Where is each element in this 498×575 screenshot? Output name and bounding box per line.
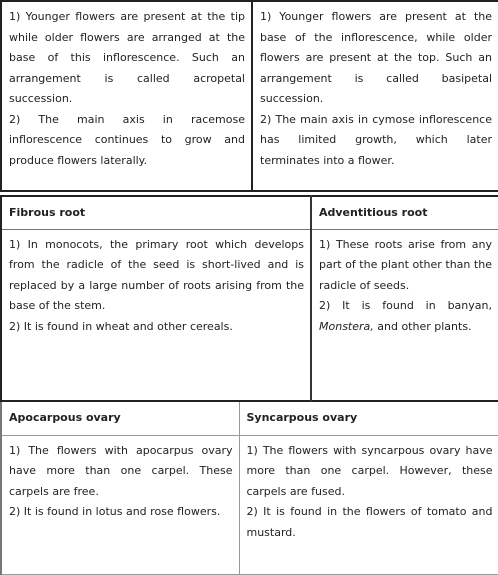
inflorescence-comparison-table (0, 0, 498, 192)
racemose-cell (1, 1, 252, 191)
cymose-cell (252, 1, 498, 191)
fibrous-root-header: Fibrous root (1, 196, 311, 229)
adventitious-point-1: 1) These roots arise from any part of the plant other than the radicle of seeds. (319, 237, 492, 292)
apocarpous-ovary-header: Apocarpous ovary (1, 402, 239, 435)
racemose-point-2: 2) The main axis in racemose inflorescence continues to grow and produce flowers laterally. (9, 112, 245, 167)
fibrous-root-cell (1, 229, 311, 401)
table-row (1, 229, 498, 401)
apocarpous-point-1: 1) The flowers with apocarpus ovary have more than one carpel. These carpels are free. (9, 443, 233, 498)
racemose-point-1: 1) Younger flowers are present at the tip while older flowers are arranged at the base of this inflorescence. Such an arrangement is called acropetal succession. (9, 10, 245, 105)
adventitious-point-2-end: and other plants. (373, 319, 472, 333)
table-header-row (1, 196, 498, 229)
adventitious-root-header: Adventitious root (311, 196, 498, 229)
cymose-point-2: 2) The main axis in cymose inflorescence has limited growth, which later terminates into a flower. (260, 112, 492, 167)
syncarpous-point-1: 1) The flowers with syncarpous ovary have more than one carpel. However, these carpels are fused. (246, 443, 493, 498)
root-comparison-table (0, 195, 498, 402)
syncarpous-ovary-header: Syncarpous ovary (239, 402, 498, 435)
fibrous-point-2: 2) It is found in wheat and other cereals. (9, 319, 233, 333)
table-row (1, 435, 498, 575)
table-row (1, 1, 498, 191)
adventitious-point-2-start: 2) It is found in banyan, (319, 299, 492, 312)
fibrous-point-1: 1) In monocots, the primary root which develops from the radicle of the seed is short-lived and is replaced by a large number of roots arising from the base of the stem. (9, 237, 304, 312)
table-header-row (1, 402, 498, 435)
adventitious-point-2 (319, 296, 492, 337)
syncarpous-cell (239, 435, 498, 575)
apocarpous-point-2: 2) It is found in lotus and rose flowers. (9, 505, 221, 518)
monstera-italic: Monstera, (319, 319, 374, 333)
cymose-point-1: 1) Younger flowers are present at the base of the inflorescence, while older flowers are present at the top. Such an arrangement is called basipetal succession. (260, 10, 492, 105)
ovary-comparison-table (0, 402, 498, 575)
adventitious-root-cell (311, 229, 498, 401)
apocarpous-cell (1, 435, 239, 575)
syncarpous-point-2: 2) It is found in the flowers of tomato and mustard. (246, 505, 493, 539)
